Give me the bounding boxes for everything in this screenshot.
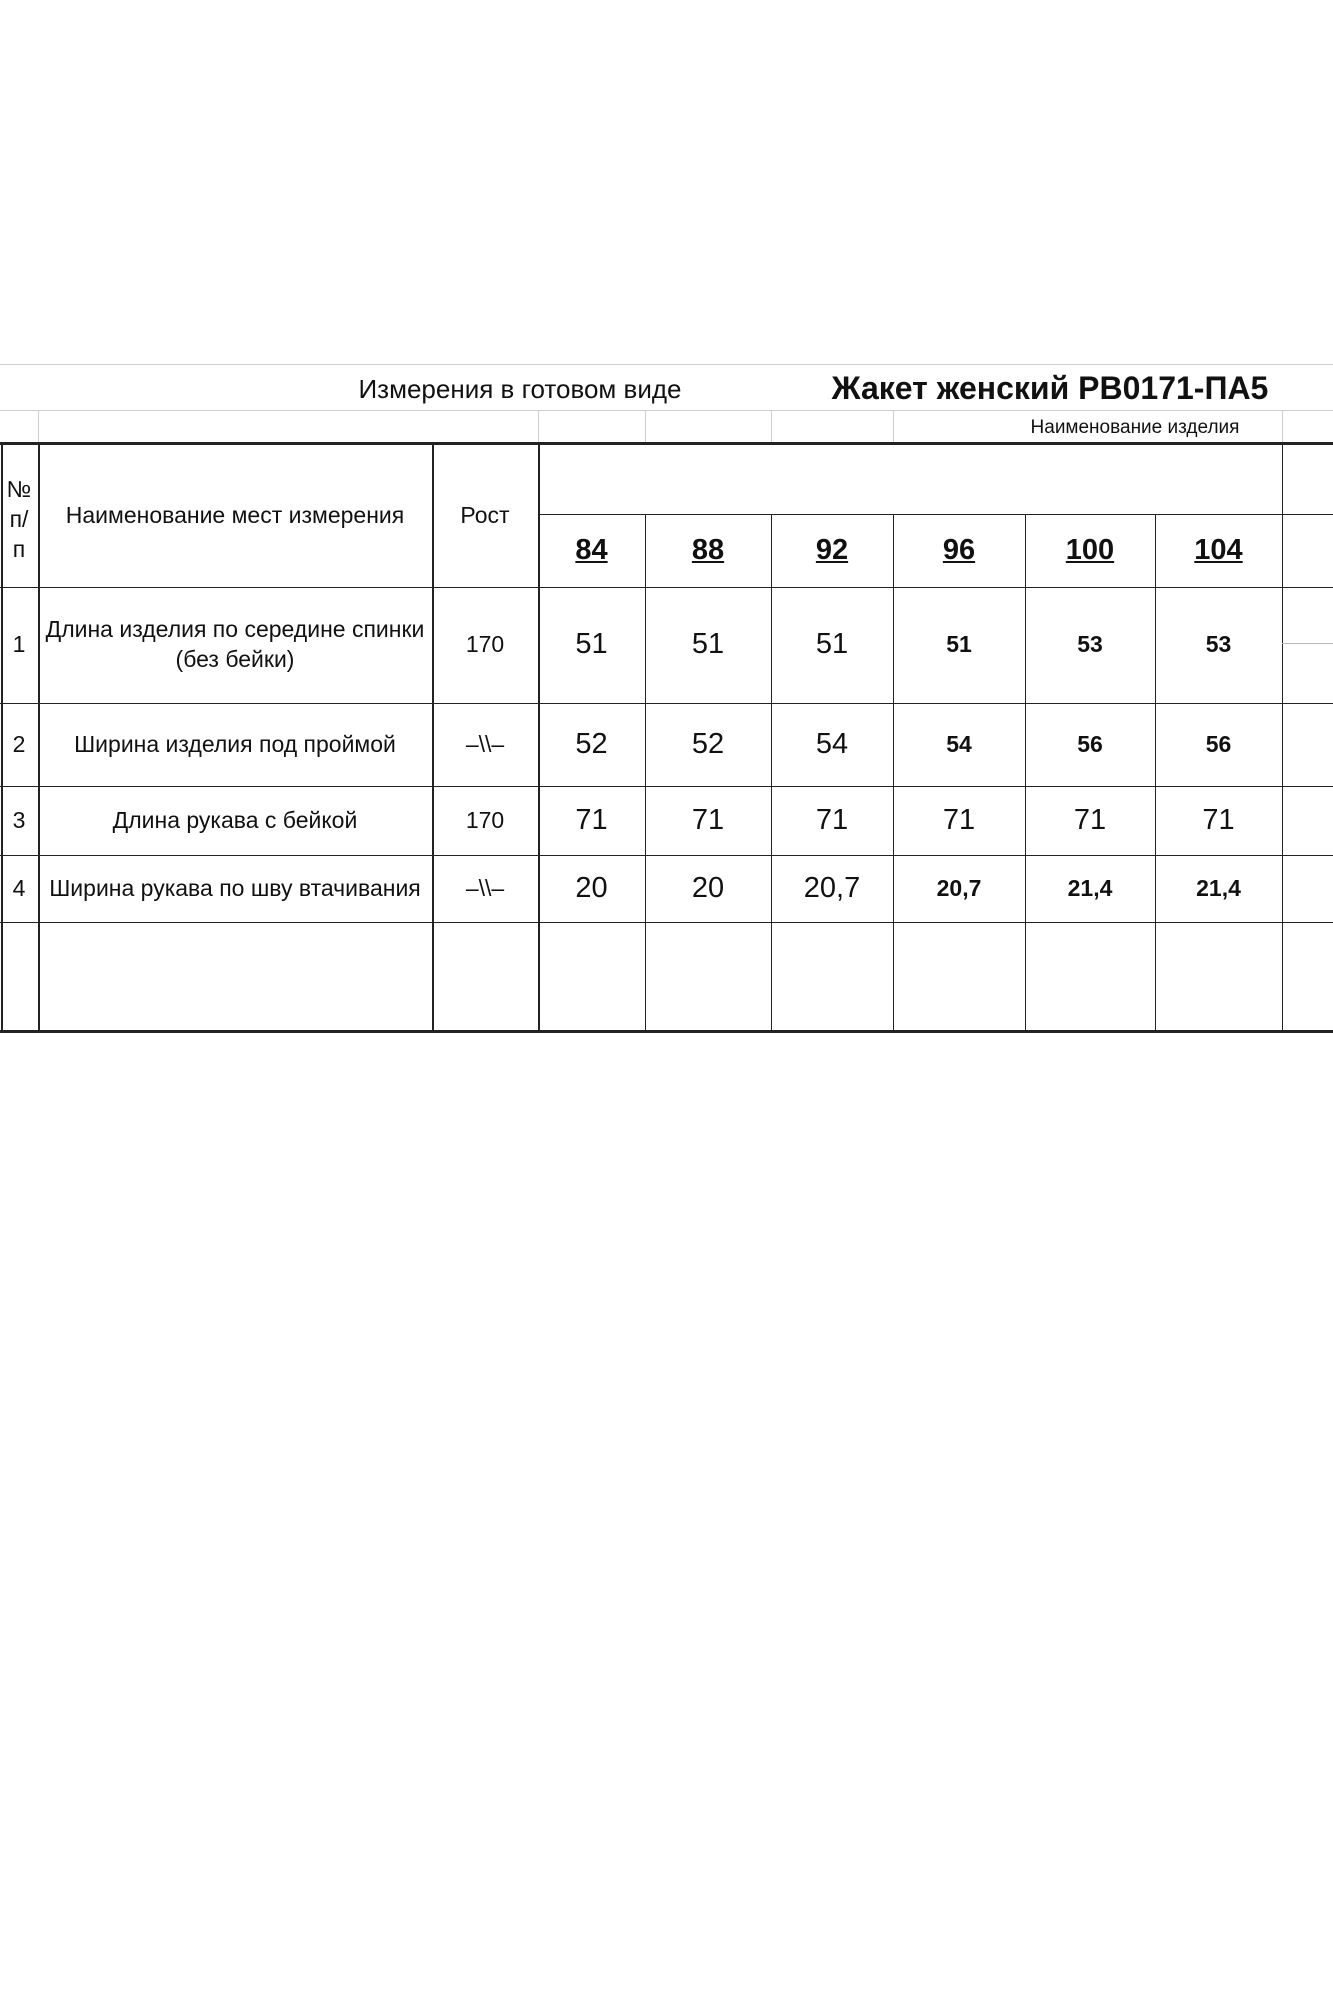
grid-line (0, 364, 1333, 365)
col-header-height: Рост (460, 502, 510, 529)
row-index: 1 (12, 631, 26, 658)
size-header: 84 (575, 533, 608, 566)
measurement-name: Ширина изделия под проймой (74, 730, 396, 757)
grid-line (645, 410, 646, 442)
grid-line (771, 410, 772, 442)
measurement-value: 51 (815, 628, 849, 661)
sheet-caption: Измерения в готовом виде (358, 374, 682, 405)
height-value: 170 (465, 631, 505, 658)
measurement-value: 52 (575, 727, 608, 760)
grid-line (1282, 442, 1283, 1030)
measurement-value: 71 (691, 803, 725, 836)
measurement-value: 56 (1205, 730, 1232, 757)
grid-line (538, 410, 539, 442)
measurement-value: 20 (575, 871, 608, 904)
size-header: 96 (942, 533, 976, 566)
measurement-value: 54 (815, 727, 849, 760)
measurement-value: 53 (1205, 631, 1232, 658)
measurement-name: Длина рукава с бейкой (112, 806, 358, 833)
measurement-value: 51 (575, 628, 608, 661)
product-title: Жакет женский PB0171-ПА5 (831, 370, 1269, 407)
measurement-value: 51 (691, 628, 725, 661)
grid-line (1282, 643, 1333, 644)
height-value: 170 (465, 806, 505, 833)
height-value: –\\– (465, 874, 505, 901)
measurement-name: Ширина рукава по шву втачивания (49, 874, 421, 901)
measurement-name: Длина изделия по середине спинки (без бейки) (45, 616, 425, 672)
measurement-value: 20,7 (803, 871, 861, 904)
row-index: 2 (12, 730, 26, 757)
grid-line (1282, 410, 1283, 442)
measurement-value: 71 (575, 803, 608, 836)
grid-line (893, 410, 894, 442)
row-index: 4 (12, 874, 26, 901)
measurement-value: 52 (691, 727, 725, 760)
measurement-value: 20,7 (936, 874, 982, 901)
size-header: 100 (1065, 533, 1115, 566)
row-index: 3 (12, 806, 26, 833)
measurement-value: 56 (1077, 730, 1103, 757)
measurement-value: 71 (1202, 803, 1235, 836)
measurement-value: 71 (942, 803, 976, 836)
grid-line (0, 1030, 1333, 1033)
measurement-value: 53 (1077, 631, 1103, 658)
measurement-value: 21,4 (1196, 874, 1241, 901)
height-value: –\\– (465, 730, 505, 757)
col-header-index: № п/ п (6, 476, 32, 562)
grid-line (0, 922, 1333, 923)
measurement-value: 20 (691, 871, 725, 904)
col-header-measurement: Наименование мест измерения (65, 502, 405, 529)
measurement-value: 51 (946, 631, 972, 658)
grid-line (0, 410, 1333, 411)
product-name-label: Наименование изделия (1030, 416, 1240, 438)
measurement-value: 71 (815, 803, 849, 836)
grid-line (0, 442, 1333, 445)
size-header: 104 (1194, 533, 1243, 566)
size-header: 88 (691, 533, 725, 566)
measurement-value: 54 (946, 730, 972, 757)
measurement-value: 71 (1073, 803, 1107, 836)
grid-line (38, 410, 39, 442)
measurement-value: 21,4 (1067, 874, 1113, 901)
size-header: 92 (815, 533, 849, 566)
